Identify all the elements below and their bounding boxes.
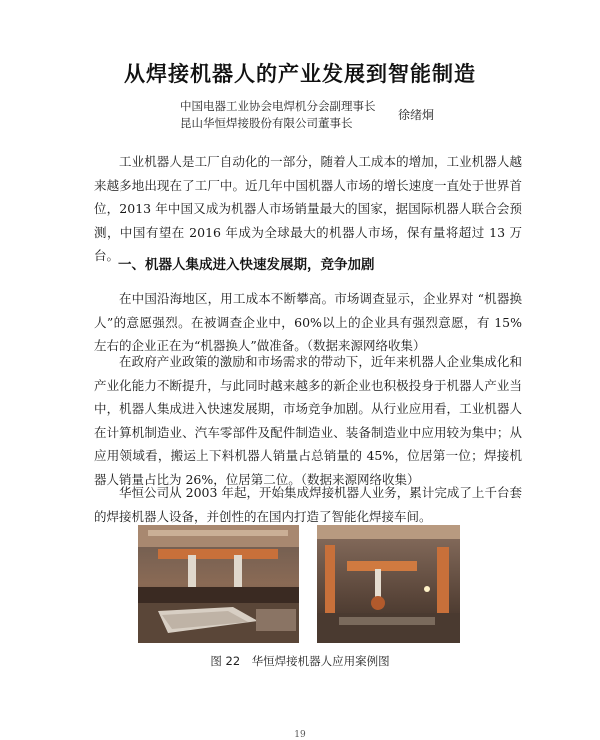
welding-robot-photo-left [138,525,299,643]
section-heading: 一、机器人集成进入快速发展期，竞争加剧 [118,257,375,273]
intro-paragraph: 工业机器人是工厂自动化的一部分，随着人工成本的增加，工业机器人越来越多地出现在了工厂中。近几年中国机器人市场的增长速度一直处于世界首位，2013 年中国又成为机器人市场销量最大的国家，据国际机器人联合会预测，中国有望在 2016 年成为全球最大的机器人市场，保有量将超过 13 万台。 [94,154,522,263]
paragraph-1: 在中国沿海地区，用工成本不断攀高。市场调查显示，企业界对 “机器换人”的意愿强烈。在被调查企业中，60%以上的企业具有强烈意愿，有 15%左右的企业正在为“机器换人”做准备。（数据来源网络收集） [94,291,522,353]
paragraph-3: 华恒公司从 2003 年起，开始集成焊接机器人业务，累计完成了上千台套的焊接机器人设备，并创性的在国内打造了智能化焊接车间。 [94,485,522,524]
paragraph-2: 在政府产业政策的激励和市场需求的带动下，近年来机器人企业集成化和产业化能力不断提升，与此同时越来越多的新企业也积极投身于机器人产业当中，机器人集成进入快速发展期，市场竞争加剧。从行业应用看，工业机器人在计算机制造业、汽车零部件及配件制造业、装备制造业中应用较为集中；从应用领域看，搬运上下料机器人销量占总销量的 45%，位居第一位；焊接机器人销量占比为 26%，位居第二位。（数据来源网络收集） [94,354,522,487]
author-title-2: 昆山华恒焊接股份有限公司董事长 [180,116,353,130]
figure-caption: 图 22 华恒焊接机器人应用案例图 [210,654,390,668]
article-title: 从焊接机器人的产业发展到智能制造 [124,62,476,86]
author-title-1: 中国电器工业协会电焊机分会副理事长 [180,99,376,113]
welding-robot-photo-right [317,525,460,643]
author-name: 徐绪炯 [398,108,435,122]
author-affiliations [180,98,376,132]
page-number: 19 [294,730,306,740]
